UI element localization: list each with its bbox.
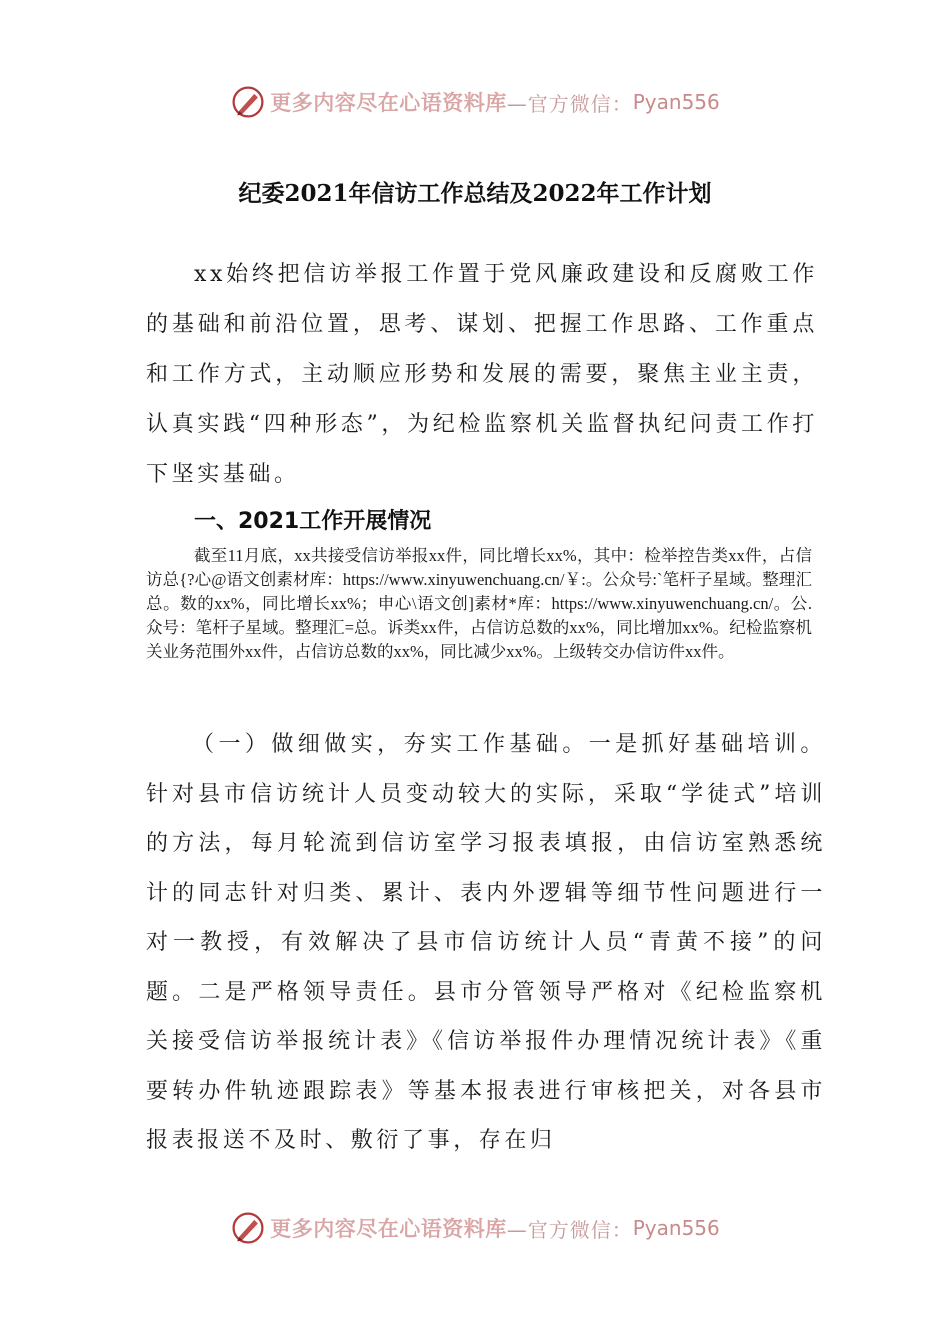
- banner-wechat-id: Pyan556: [632, 90, 720, 114]
- pen-logo-icon: [230, 1210, 266, 1246]
- stats-paragraph: 截至11月底，xx共接受信访举报xx件，同比增长xx%，其中：检举控告类xx件，占信访总{?心@语文创素材库：https://www.xinyuwenchuang.cn/￥:。公众号:`笔杆子星域。整理汇总。数的xx%，同比增长xx%；申心\语文创]素材*库：https://www.xinyuwenchuang.cn/。公.众号：笔杆子星域。整理汇=总。诉类xx件，占信访总数的xx%，同比增加xx%。纪检监察机关业务范围外xx件，占信访总数的xx%，同比减少xx%。上级转交办信访件xx件。: [146, 546, 812, 661]
- banner-wechat-id: Pyan556: [632, 1216, 720, 1240]
- footer-watermark-banner: [0, 1208, 950, 1248]
- pen-logo-icon: [230, 84, 266, 120]
- banner-wechat-label: —官方微信：: [506, 91, 633, 116]
- banner-brand-text: 更多内容尽在心语资料库: [270, 1217, 507, 1241]
- section-1-paragraph: （一）做细做实，夯实工作基础。一是抓好基础培训。针对县市信访统计人员变动较大的实际，采取“学徒式”培训的方法，每月轮流到信访室学习报表填报，由信访室熟悉统计的同志针对归类、累计、表内外逻辑等细节性问题进行一对一教授，有效解决了县市信访统计人员“青黄不接”的问题。二是严格领导责任。县市分管领导严格对《纪检监察机关接受信访举报统计表》《信访举报件办理情况统计表》《重要转办件轨迹跟踪表》等基本报表进行审核把关，对各县市报表报送不及时、敷衍了事，存在归: [146, 732, 826, 1153]
- section-heading-1: 一、2021工作开展情况: [194, 509, 432, 534]
- banner-brand-text: 更多内容尽在心语资料库: [270, 91, 507, 115]
- header-watermark-banner: [0, 82, 950, 122]
- document-title: 纪委2021年信访工作总结及2022年工作计划: [238, 180, 712, 207]
- intro-paragraph: xx始终把信访举报工作置于党风廉政建设和反腐败工作的基础和前沿位置，思考、谋划、把握工作思路、工作重点和工作方式，主动顺应形势和发展的需要，聚焦主业主责，认真实践“四种形态”，为纪检监察机关监督执纪问责工作打下坚实基础。: [146, 262, 818, 487]
- banner-wechat-label: —官方微信：: [506, 1217, 633, 1242]
